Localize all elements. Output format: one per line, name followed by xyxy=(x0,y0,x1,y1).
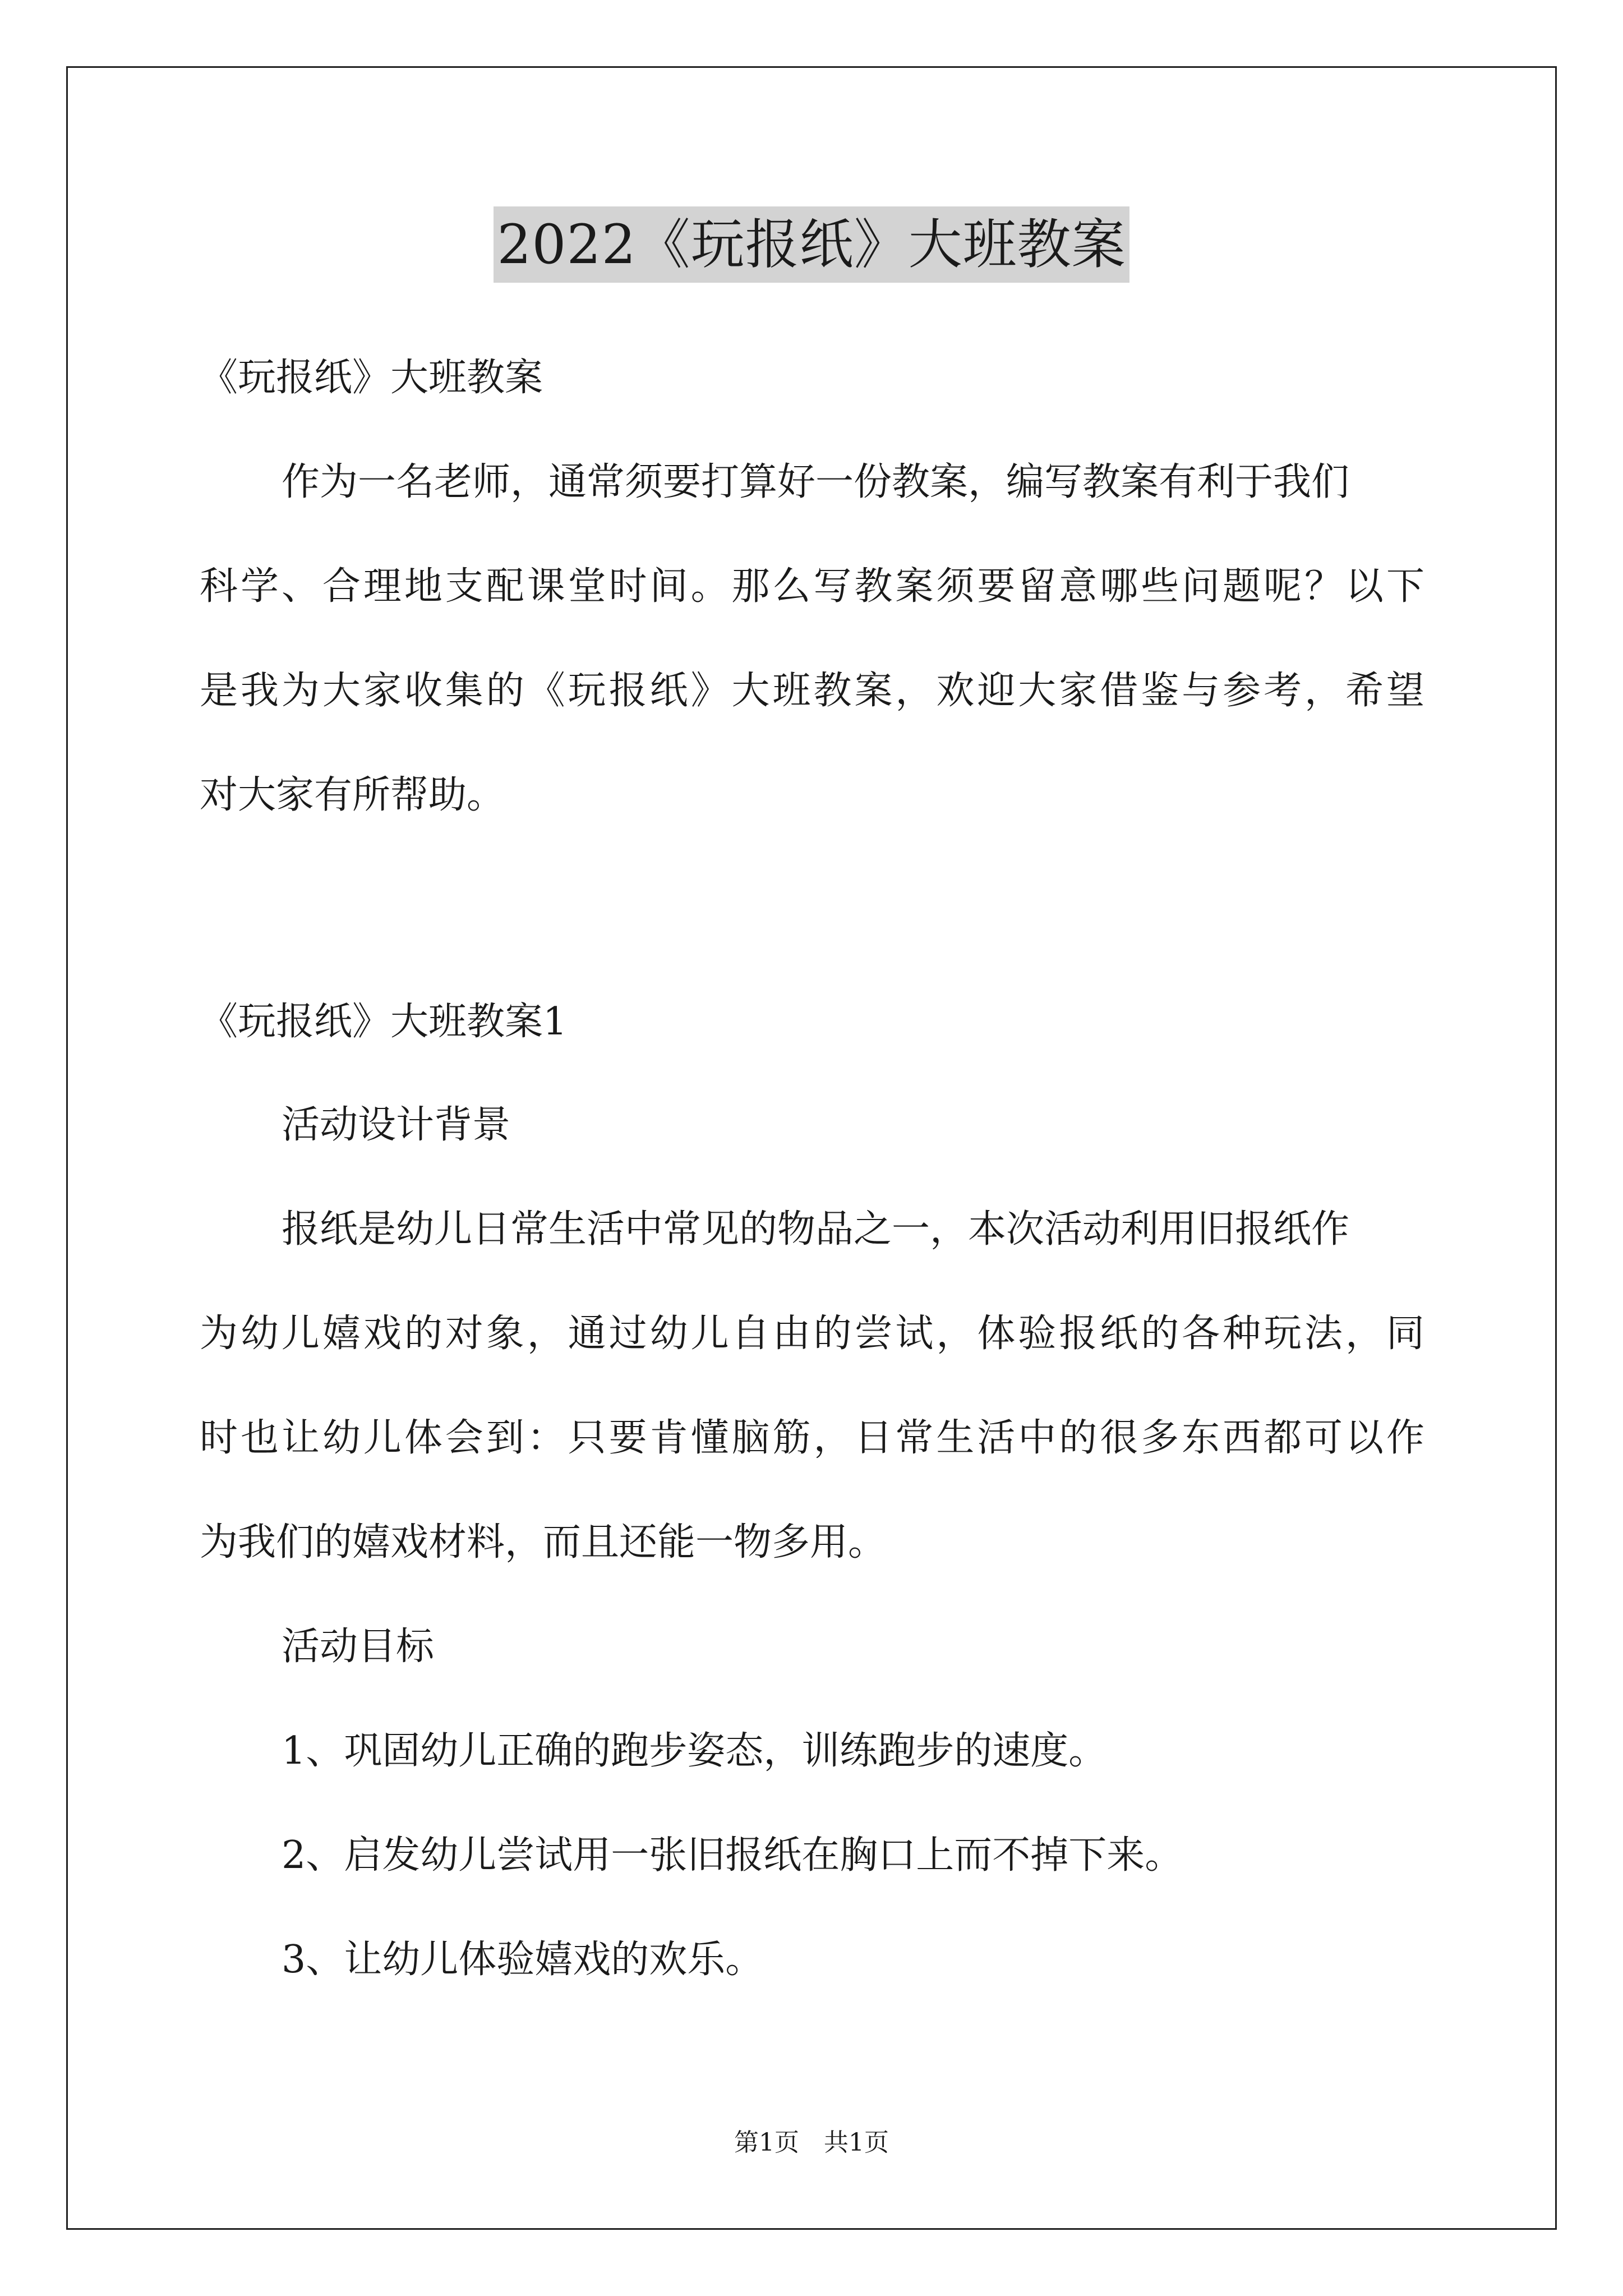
title-container xyxy=(0,206,1623,283)
subtitle: 《玩报纸》大班教案 xyxy=(200,356,543,400)
section-heading: 《玩报纸》大班教案1 xyxy=(200,1000,568,1044)
goals-heading: 活动目标 xyxy=(282,1625,435,1669)
intro-line: 对大家有所帮助。 xyxy=(200,773,505,817)
goal-item: 2、启发幼儿尝试用一张旧报纸在胸口上而不掉下来。 xyxy=(282,1833,1183,1878)
goal-item: 1、巩固幼儿正确的跑步姿态，训练跑步的速度。 xyxy=(282,1729,1107,1773)
document-title: 2022《玩报纸》大班教案 xyxy=(494,206,1129,283)
background-line: 为幼儿嬉戏的对象，通过幼儿自由的尝试，体验报纸的各种玩法，同 xyxy=(200,1312,1424,1356)
background-heading: 活动设计背景 xyxy=(282,1103,511,1147)
page-footer: 第1页 共1页 xyxy=(734,2128,889,2157)
intro-line: 是我为大家收集的《玩报纸》大班教案，欢迎大家借鉴与参考，希望 xyxy=(200,669,1424,713)
background-line: 报纸是幼儿日常生活中常见的物品之一，本次活动利用旧报纸作 xyxy=(282,1207,1350,1251)
intro-line: 作为一名老师，通常须要打算好一份教案，编写教案有利于我们 xyxy=(282,460,1350,504)
intro-line: 科学、合理地支配课堂时间。那么写教案须要留意哪些问题呢？以下 xyxy=(200,564,1424,609)
background-line: 时也让幼儿体会到：只要肯懂脑筋，日常生活中的很多东西都可以作 xyxy=(200,1416,1424,1460)
goal-item: 3、让幼儿体验嬉戏的欢乐。 xyxy=(282,1938,764,1982)
background-line: 为我们的嬉戏材料，而且还能一物多用。 xyxy=(200,1520,887,1565)
